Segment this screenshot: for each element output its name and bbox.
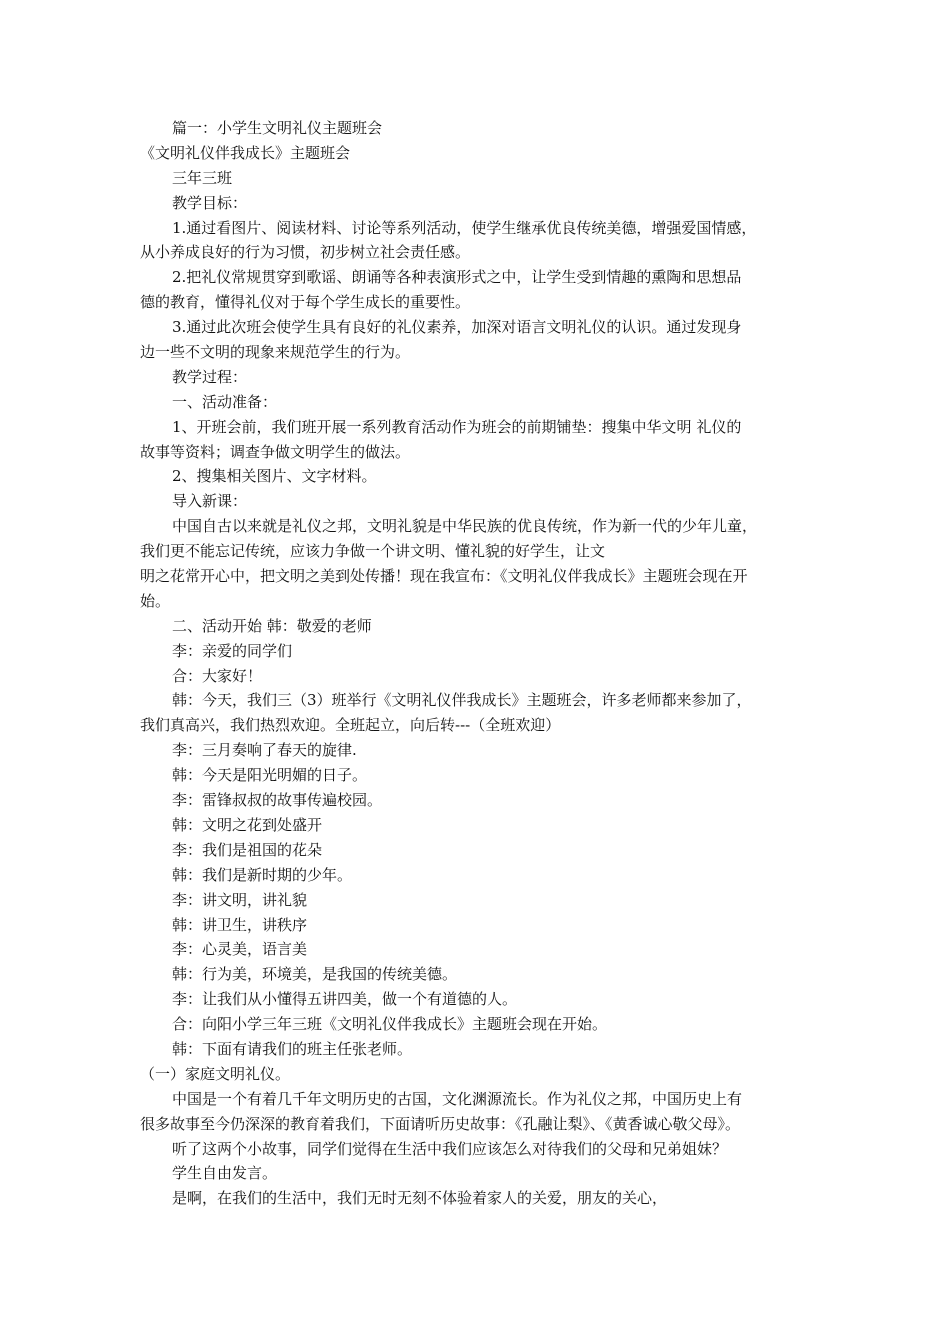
heading-process: 教学过程：	[172, 367, 248, 386]
text-line: 故事等资料；调查争做文明学生的做法。	[140, 442, 411, 461]
text-line: 是啊，在我们的生活中，我们无时无刻不体验着家人的关爱，朋友的关心，	[172, 1189, 668, 1208]
dialogue-line: 李：三月奏响了春天的旋律.	[172, 741, 357, 760]
dialogue-line: 合：大家好！	[172, 666, 263, 685]
dialogue-line: 李：我们是祖国的花朵	[172, 840, 323, 859]
dialogue-line: 李：亲爱的同学们	[172, 641, 293, 660]
text-line: 3.通过此次班会使学生具有良好的礼仪素养，加深对语言文明礼仪的认识。通过发现身	[172, 318, 742, 337]
text-line: 1、开班会前，我们班开展一系列教育活动作为班会的前期铺垫：搜集中华文明 礼仪的	[172, 417, 742, 436]
text-line: 2.把礼仪常规贯穿到歌谣、朗诵等各种表演形式之中，让学生受到情趣的熏陶和思想品	[172, 268, 742, 287]
dialogue-line: 李：讲文明，讲礼貌	[172, 890, 308, 909]
text-line: 听了这两个小故事，同学们觉得在生活中我们应该怎么对待我们的父母和兄弟姐妹？	[172, 1139, 728, 1158]
heading-family: （一）家庭文明礼仪。	[140, 1064, 291, 1083]
heading-goals: 教学目标：	[172, 193, 248, 212]
section-title: 篇一：小学生文明礼仪主题班会	[172, 119, 383, 137]
text-line: 明之花常开心中，把文明之美到处传播！现在我宣布：《文明礼仪伴我成长》主题班会现在开	[140, 567, 748, 586]
dialogue-line: 韩：讲卫生，讲秩序	[172, 915, 308, 934]
class-name: 三年三班	[172, 168, 233, 187]
document-page	[140, 116, 816, 1211]
heading-prep: 一、活动准备：	[172, 392, 278, 411]
text-line: 很多故事至今仍深深的教育着我们，下面请听历史故事：《孔融让梨》、《黄香诚心敬父母》。	[140, 1114, 741, 1133]
text-line: 学生自由发言。	[172, 1164, 278, 1183]
dialogue-line: 韩：今天，我们三（3）班举行《文明礼仪伴我成长》主题班会，许多老师都来参加了，	[172, 691, 752, 710]
dialogue-line: 韩：文明之花到处盛开	[172, 815, 323, 834]
dialogue-line: 韩：下面有请我们的班主任张老师。	[172, 1039, 413, 1058]
meeting-title: 《文明礼仪伴我成长》主题班会	[140, 143, 351, 162]
dialogue-line: 我们真高兴，我们热烈欢迎。全班起立，向后转---（全班欢迎）	[140, 716, 561, 735]
text-line: 从小养成良好的行为习惯，初步树立社会责任感。	[140, 243, 471, 262]
text-line: 我们更不能忘记传统，应该力争做一个讲文明、懂礼貌的好学生，让文	[140, 542, 606, 561]
text-line: 德的教育，懂得礼仪对于每个学生成长的重要性。	[140, 293, 471, 312]
dialogue-line: 李：雷锋叔叔的故事传遍校园。	[172, 791, 383, 810]
heading-activity: 二、活动开始 韩：敬爱的老师	[172, 616, 372, 635]
dialogue-line: 合：向阳小学三年三班《文明礼仪伴我成长》主题班会现在开始。	[172, 1015, 608, 1034]
text-line: 2、搜集相关图片、文字材料。	[172, 467, 377, 486]
text-line: 始。	[140, 591, 171, 610]
dialogue-line: 李：让我们从小懂得五讲四美，做一个有道德的人。	[172, 990, 518, 1009]
heading-intro: 导入新课：	[172, 492, 248, 511]
text-line: 中国自古以来就是礼仪之邦，文明礼貌是中华民族的优良传统，作为新一代的少年儿童，	[172, 517, 758, 536]
dialogue-line: 韩：行为美，环境美，是我国的传统美德。	[172, 965, 458, 984]
dialogue-line: 李：心灵美，语言美	[172, 940, 308, 959]
text-line: 中国是一个有着几千年文明历史的古国，文化渊源流长。作为礼仪之邦，中国历史上有	[172, 1089, 743, 1108]
text-line: 边一些不文明的现象来规范学生的行为。	[140, 343, 411, 362]
dialogue-line: 韩：我们是新时期的少年。	[172, 865, 353, 884]
text-line: 1.通过看图片、阅读材料、讨论等系列活动，使学生继承优良传统美德，增强爱国情感，	[172, 218, 757, 237]
dialogue-line: 韩：今天是阳光明媚的日子。	[172, 766, 368, 785]
